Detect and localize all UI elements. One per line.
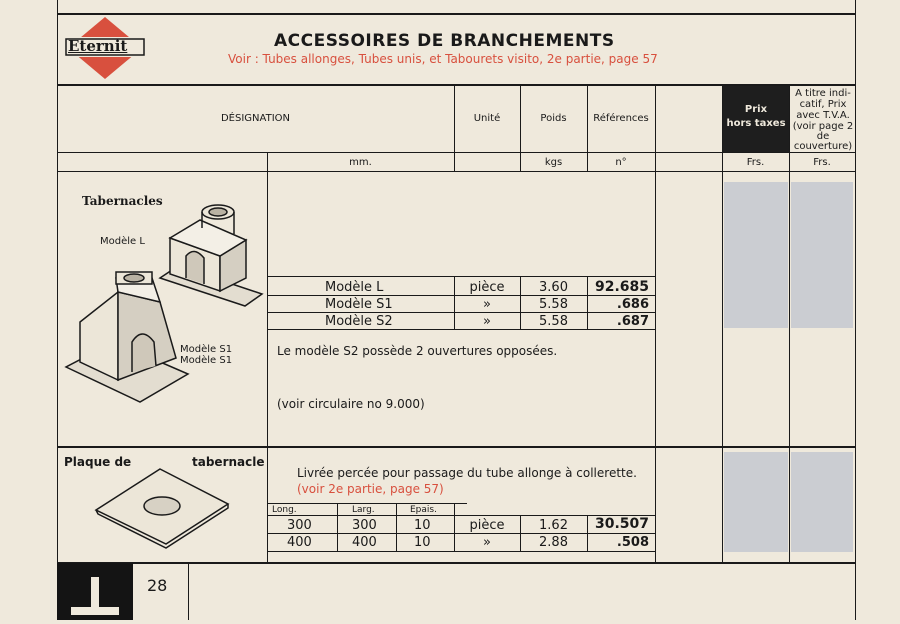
plaque-description: Livrée percée pour passage du tube allonge à collerette. [297, 466, 637, 480]
tab-row-0-ref: 92.685 [594, 279, 649, 295]
plaque-col-epais-label: Epais. [410, 505, 437, 515]
frame-top [57, 13, 856, 15]
frame-left [57, 0, 58, 620]
prix-ht-line2: hors taxes [726, 118, 786, 129]
plaque-row-line-2 [267, 551, 656, 552]
unit-frs-tva: Frs. [813, 157, 831, 168]
page-title: ACCESSOIRES DE BRANCHEMENTS [274, 31, 615, 51]
plaque-row-1-long: 400 [287, 535, 312, 550]
unit-kgs: kgs [544, 157, 563, 168]
prix-tva-line1: A titre indi- [795, 88, 851, 99]
plaque-row-0-weight: 1.62 [539, 518, 568, 533]
header-sub-top [57, 152, 856, 153]
tab-row-2-unit: » [483, 314, 491, 329]
tab-row-line-1 [267, 295, 656, 296]
plaque-row-line-1 [267, 533, 656, 534]
price-tva-block-plaque [791, 452, 853, 552]
col-line-unite [454, 84, 455, 172]
header-sub-bottom [57, 171, 856, 172]
frame-right [855, 0, 856, 620]
plaque-title-left: Plaque de [64, 455, 132, 469]
col-header-references: Références [593, 113, 649, 124]
plaque-row-1-epais: 10 [414, 535, 431, 550]
plaque-row-1-weight: 2.88 [539, 535, 568, 550]
tab-row-1-unit: » [483, 297, 491, 312]
prix-tva-line3: avec T.V.A. [796, 110, 850, 121]
prix-tva-line6: couverture) [793, 141, 853, 152]
tab-row-2-ref: .687 [616, 314, 649, 329]
footer-divider [57, 562, 856, 564]
label-modele-s1a: Modèle S1 [180, 344, 233, 355]
tabernacles-title: Tabernacles [82, 194, 163, 208]
tab-row-line-0 [267, 276, 656, 277]
plaque-row-0-ref: 30.507 [594, 516, 649, 532]
tab-row-2-name: Modèle S2 [325, 314, 393, 329]
prix-ht-line1: Prix [744, 104, 768, 115]
col-header-unite: Unité [473, 113, 501, 124]
section-divider [57, 446, 856, 448]
unit-mm: mm. [349, 157, 372, 168]
label-modele-s1b: Modèle S1 [180, 355, 233, 366]
col-line-image [267, 152, 268, 562]
col-line-prix-tva [789, 84, 790, 562]
tab-row-line-3 [267, 329, 656, 330]
plaque-row-1-larg: 400 [352, 535, 377, 550]
plaque-col-larg-label: Larg. [352, 505, 375, 515]
tabernacles-circulaire: (voir circulaire no 9.000) [277, 397, 425, 411]
plaque-col-long: Long. [272, 505, 297, 515]
plaque-col-epais [396, 503, 397, 551]
plaque-sub-top [267, 503, 467, 504]
tab-row-1-weight: 5.58 [539, 297, 568, 312]
price-tva-block-tabernacles [791, 182, 853, 328]
plaque-see: (voir 2e partie, page 57) [297, 482, 444, 496]
tab-row-0-unit: pièce [469, 280, 505, 295]
col-line-prix-ht [722, 84, 723, 562]
unit-no: n° [615, 157, 627, 168]
tab-row-2-weight: 5.58 [539, 314, 568, 329]
page-subtitle: Voir : Tubes allonges, Tubes unis, et Tabourets visito, 2e partie, page 57 [228, 52, 658, 66]
plaque-row-0-long: 300 [287, 518, 312, 533]
logo-text: Eternit [68, 37, 128, 55]
unit-frs-ht: Frs. [746, 157, 765, 168]
col-header-designation: DÉSIGNATION [220, 113, 291, 124]
tabernacle-modele-s1-drawing [60, 262, 195, 412]
plaque-row-1-unit: » [483, 535, 491, 550]
col-header-poids: Poids [540, 113, 567, 124]
price-ht-block-tabernacles [724, 182, 788, 328]
plaque-row-1-ref: .508 [616, 535, 649, 550]
page-number: 28 [147, 576, 168, 595]
footer-box-right [188, 563, 189, 620]
plaque-row-0-larg: 300 [352, 518, 377, 533]
plaque-title-right: tabernacle [192, 455, 265, 469]
plaque-row-0-epais: 10 [414, 518, 431, 533]
tab-row-line-2 [267, 312, 656, 313]
plaque-drawing [88, 466, 238, 552]
prix-tva-line4: (voir page 2 [792, 121, 854, 132]
tab-row-1-ref: .686 [616, 297, 649, 312]
col-line-right-desc [655, 84, 656, 562]
prix-tva-line2: catif, Prix [799, 99, 847, 110]
plaque-row-0-unit: pièce [469, 518, 505, 533]
tab-row-1-name: Modèle S1 [325, 297, 393, 312]
tabernacles-note: Le modèle S2 possède 2 ouvertures opposées. [277, 344, 558, 358]
plaque-col-larg [337, 503, 338, 551]
price-ht-block-plaque [724, 452, 788, 552]
label-modele-l: Modèle L [100, 236, 145, 247]
page-tab-icon [57, 563, 133, 620]
prix-tva-line5: de [816, 131, 830, 142]
tab-row-0-name: Modèle L [325, 280, 384, 295]
tab-row-0-weight: 3.60 [539, 280, 568, 295]
